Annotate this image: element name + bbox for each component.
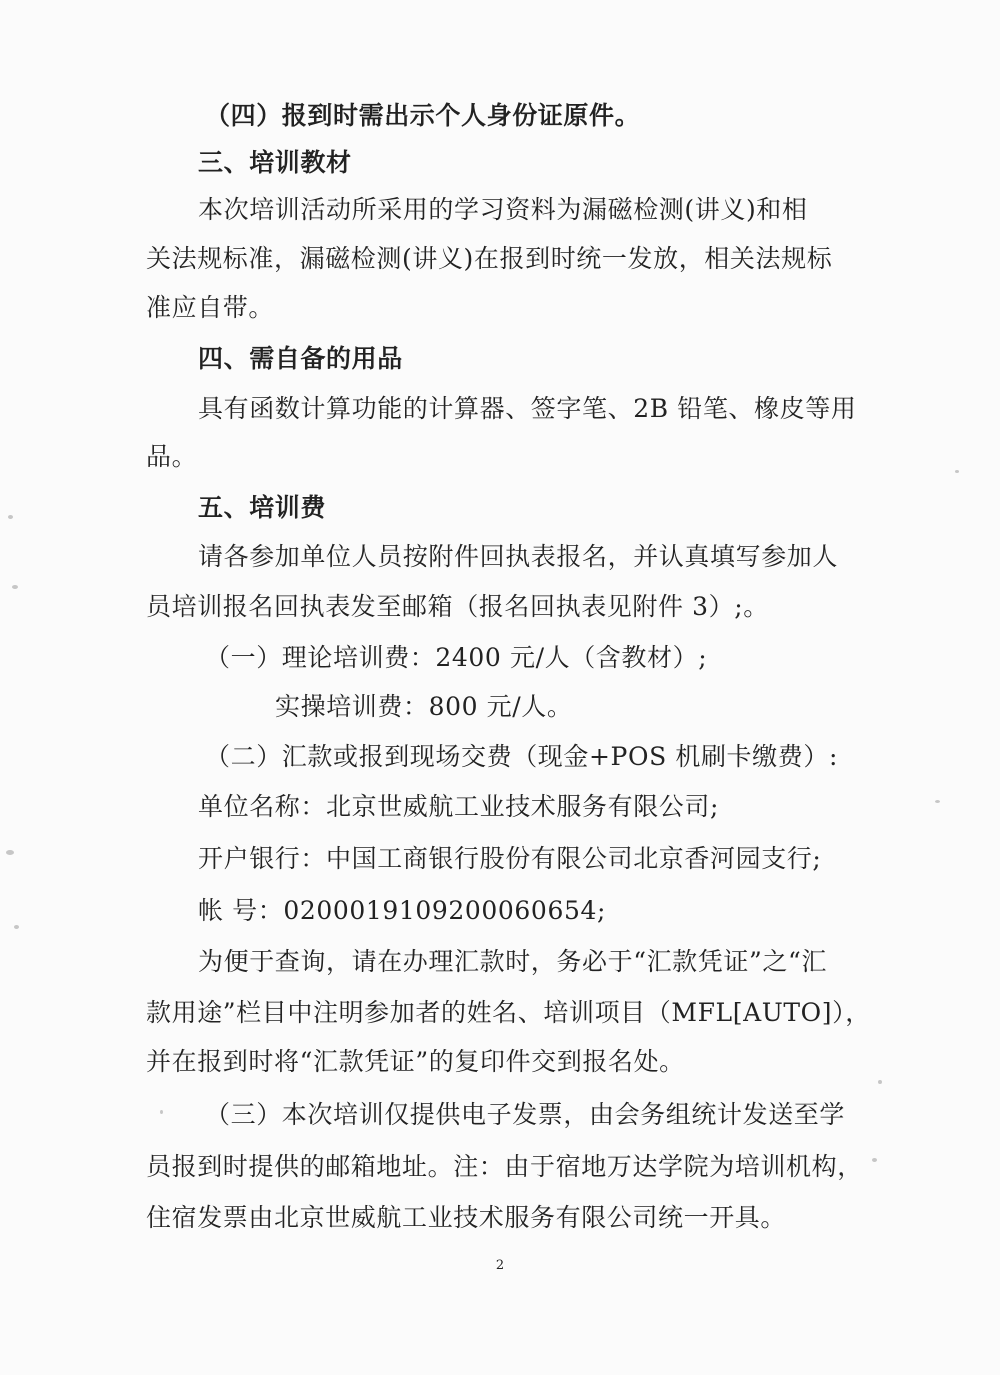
- page-number: 2: [495, 1258, 505, 1273]
- section-heading-materials: 三、培训教材: [198, 148, 352, 177]
- scan-speck: [14, 925, 19, 929]
- paragraph-line: 本次培训活动所采用的学习资料为漏磁检测(讲义)和相: [198, 195, 808, 224]
- paragraph-line: 员报到时提供的邮箱地址。注：由于宿地万达学院为培训机构，: [146, 1152, 863, 1181]
- section-heading-supplies: 四、需自备的用品: [198, 344, 403, 373]
- paragraph-line: 住宿发票由北京世威航工业技术服务有限公司统一开具。: [146, 1203, 787, 1232]
- paragraph-line: （三）本次培训仅提供电子发票，由会务组统计发送至学: [205, 1100, 846, 1129]
- theory-fee-line: （一）理论培训费：2400 元/人（含教材）;: [205, 643, 708, 672]
- paragraph-line: 关法规标准，漏磁检测(讲义)在报到时统一发放，相关法规标: [146, 244, 833, 273]
- paragraph-line: 请各参加单位人员按附件回执表报名，并认真填写参加人: [198, 542, 839, 571]
- scan-speck: [8, 515, 13, 519]
- company-name-line: 单位名称：北京世威航工业技术服务有限公司;: [198, 792, 720, 821]
- paragraph-line: 具有函数计算功能的计算器、签字笔、2B 铅笔、橡皮等用: [198, 394, 857, 423]
- paragraph-line: 员培训报名回执表发至邮箱（报名回执表见附件 3）;。: [146, 592, 769, 621]
- scan-speck: [878, 1080, 882, 1084]
- paragraph-line: 并在报到时将“汇款凭证”的复印件交到报名处。: [146, 1047, 685, 1076]
- account-number-line: 帐 号：0200019109200060654;: [198, 896, 606, 925]
- bank-name-line: 开户银行：中国工商银行股份有限公司北京香河园支行;: [198, 844, 822, 873]
- scan-speck: [6, 850, 14, 855]
- paragraph-line: 准应自带。: [146, 293, 275, 322]
- practice-fee-line: 实操培训费：800 元/人。: [275, 692, 573, 721]
- scan-speck: [872, 1158, 877, 1162]
- paragraph-line: 为便于查询，请在办理汇款时，务必于“汇款凭证”之“汇: [198, 947, 827, 976]
- section-heading-fees: 五、培训费: [198, 493, 327, 522]
- scan-speck: [12, 585, 18, 589]
- id-card-requirement-line: （四）报到时需出示个人身份证原件。: [205, 101, 641, 130]
- scan-speck: [955, 470, 959, 473]
- payment-method-line: （二）汇款或报到现场交费（现金+POS 机刷卡缴费）:: [205, 742, 838, 771]
- scan-speck: [935, 800, 940, 803]
- paragraph-line: 品。: [146, 442, 198, 471]
- paragraph-line: 款用途”栏目中注明参加者的姓名、培训项目（MFL[AUTO]），: [146, 998, 871, 1027]
- scan-speck: [160, 1110, 163, 1114]
